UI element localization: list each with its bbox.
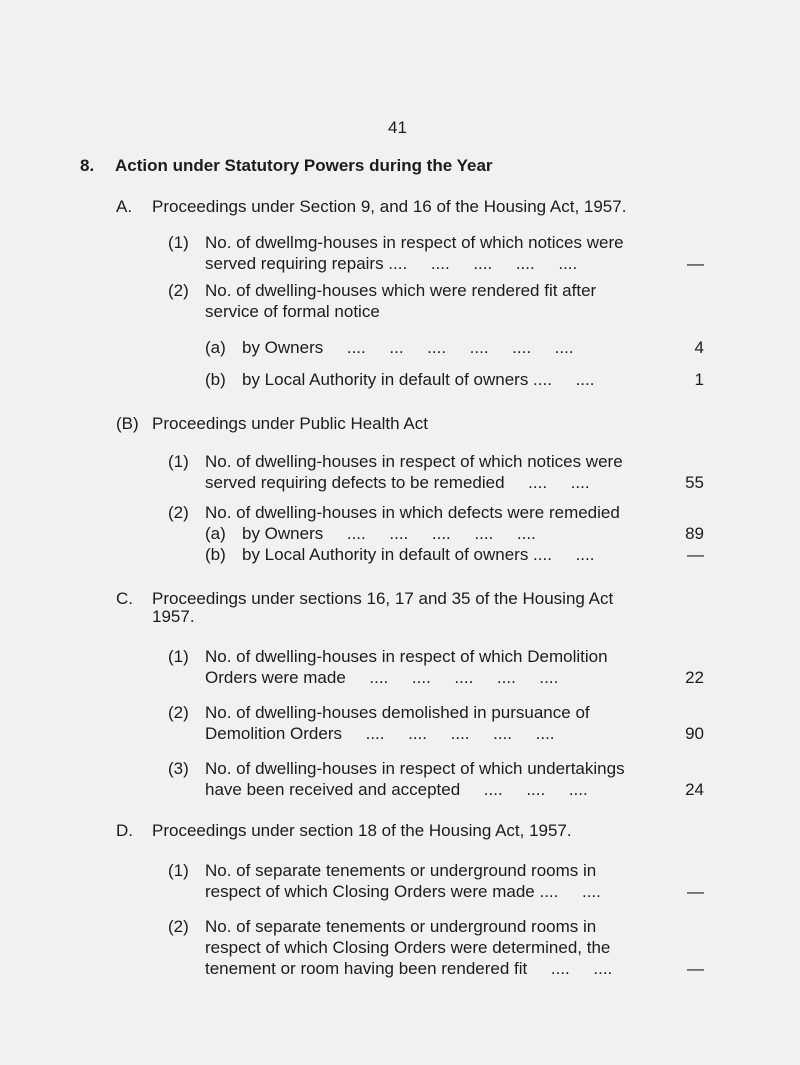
c-3-num: (3) — [168, 759, 189, 778]
a-1-line-2: served requiring repairs .... .... .... .... .... — [205, 254, 578, 273]
a-2-line-2: service of formal notice — [205, 302, 380, 321]
a-2-line-1: No. of dwelling-houses which were rendered fit after — [205, 281, 597, 300]
c-2-num: (2) — [168, 703, 189, 722]
c-1-line-1: No. of dwelling-houses in respect of which Demolition — [205, 647, 608, 666]
c-1-num: (1) — [168, 647, 189, 666]
section-d-letter: D. — [116, 821, 133, 840]
b-2-line-1: No. of dwelling-houses in which defects were remedied — [205, 503, 620, 522]
a-2a-value: 4 — [694, 338, 704, 357]
b-1-line-1: No. of dwelling-houses in respect of which notices were — [205, 452, 623, 471]
section-c-title-line-2: 1957. — [152, 607, 195, 626]
c-3-line-1: No. of dwelling-houses in respect of which undertakings — [205, 759, 625, 778]
a-2b-value: 1 — [694, 370, 704, 389]
b-2a-line: by Owners .... .... .... .... .... — [242, 524, 536, 543]
d-2-num: (2) — [168, 917, 189, 936]
a-2b-num: (b) — [205, 370, 226, 389]
c-2-value: 90 — [685, 724, 704, 743]
section-a-letter: A. — [116, 197, 133, 216]
c-1-line-2: Orders were made .... .... .... .... .... — [205, 668, 559, 687]
page-number: 41 — [388, 118, 407, 137]
a-2-num: (2) — [168, 281, 189, 300]
d-2-line-2: respect of which Closing Orders were determined, the — [205, 938, 611, 957]
b-2a-value: 89 — [685, 524, 704, 543]
d-1-num: (1) — [168, 861, 189, 880]
d-1-line-1: No. of separate tenements or underground rooms in — [205, 861, 597, 880]
a-2a-line: by Owners .... ... .... .... .... .... — [242, 338, 574, 357]
d-2-value: — — [687, 959, 704, 978]
heading-number: 8. — [80, 156, 95, 175]
d-1-line-2: respect of which Closing Orders were made .... .... — [205, 882, 601, 901]
section-d-title: Proceedings under section 18 of the Housing Act, 1957. — [152, 821, 572, 840]
section-b-letter: (B) — [116, 414, 139, 433]
c-2-line-1: No. of dwelling-houses demolished in pursuance of — [205, 703, 590, 722]
section-a-title: Proceedings under Section 9, and 16 of the Housing Act, 1957. — [152, 197, 627, 216]
c-2-line-2: Demolition Orders .... .... .... .... .... — [205, 724, 555, 743]
b-1-num: (1) — [168, 452, 189, 471]
a-2a-num: (a) — [205, 338, 226, 357]
d-2-line-3: tenement or room having been rendered fit .... .... — [205, 959, 613, 978]
a-1-line-1: No. of dwellmg-houses in respect of which notices were — [205, 233, 624, 252]
c-1-value: 22 — [685, 668, 704, 687]
b-1-line-2: served requiring defects to be remedied .... .... — [205, 473, 590, 492]
a-1-value: — — [687, 254, 704, 273]
section-c-title-line-1: Proceedings under sections 16, 17 and 35 of the Housing Act — [152, 589, 614, 608]
a-2b-line: by Local Authority in default of owners .... .... — [242, 370, 595, 389]
c-3-value: 24 — [685, 780, 704, 799]
b-2b-num: (b) — [205, 545, 226, 564]
b-1-value: 55 — [685, 473, 704, 492]
a-1-num: (1) — [168, 233, 189, 252]
section-b-title: Proceedings under Public Health Act — [152, 414, 428, 433]
b-2b-line: by Local Authority in default of owners .... .... — [242, 545, 595, 564]
c-3-line-2: have been received and accepted .... .... .... — [205, 780, 588, 799]
d-1-value: — — [687, 882, 704, 901]
section-c-letter: C. — [116, 589, 133, 608]
section-heading — [80, 156, 493, 176]
d-2-line-1: No. of separate tenements or underground rooms in — [205, 917, 597, 936]
heading-title: Action under Statutory Powers during the Year — [115, 156, 493, 175]
b-2a-num: (a) — [205, 524, 226, 543]
b-2b-value: — — [687, 545, 704, 564]
b-2-num: (2) — [168, 503, 189, 522]
